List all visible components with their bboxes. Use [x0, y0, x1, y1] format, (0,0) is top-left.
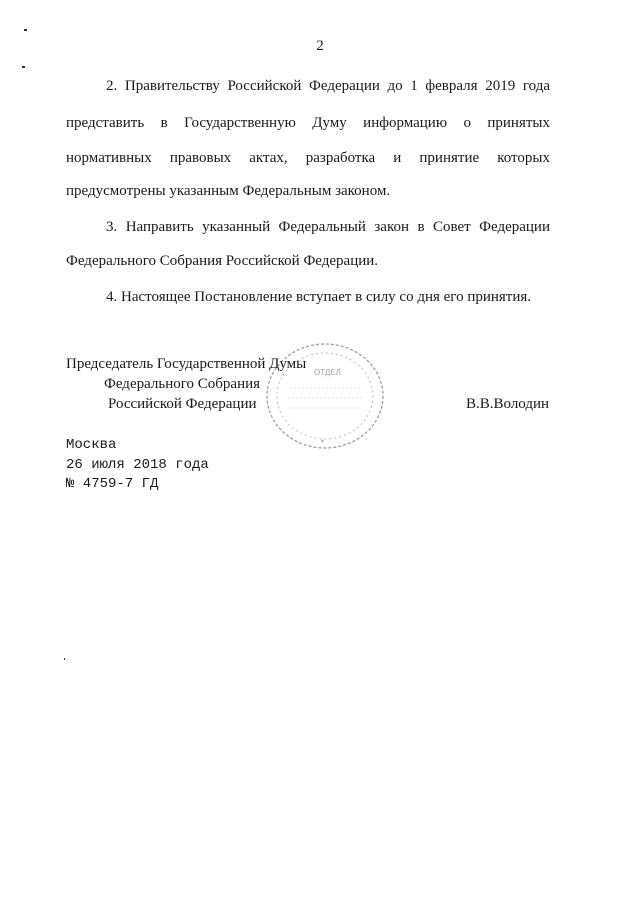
paragraph-line: Федерального Собрания Российской Федерации. — [66, 253, 379, 269]
paragraph-line: 3. Направить указанный Федеральный закон в Совет Федерации — [106, 219, 550, 235]
paragraph-line: предусмотрены указанным Федеральным законом. — [66, 183, 391, 199]
svg-text:✶: ✶ — [320, 439, 326, 445]
city: Москва — [66, 437, 117, 453]
scan-speck — [22, 66, 25, 68]
date: 26 июля 2018 года — [66, 457, 209, 473]
scan-speck — [64, 658, 65, 660]
seal-text: ОТДЕЛ — [314, 368, 341, 377]
paragraph-line: представить в Государственную Думу информацию о принятых — [66, 115, 550, 131]
paragraph-line: 2. Правительству Российской Федерации до 1 февраля 2019 года — [106, 78, 550, 94]
document-number: № 4759-7 ГД — [66, 476, 159, 492]
signatory-name: В.В.Володин — [466, 396, 550, 412]
scan-speck — [24, 29, 27, 31]
signatory-position: Федерального Собрания — [104, 376, 261, 392]
page-number: 2 — [316, 38, 324, 54]
signatory-position: Российской Федерации — [108, 396, 257, 412]
paragraph-line: 4. Настоящее Постановление вступает в силу со дня его принятия. — [106, 289, 532, 305]
signatory-position: Председатель Государственной Думы — [66, 356, 307, 372]
paragraph-line: нормативных правовых актах, разработка и принятие которых — [66, 150, 550, 166]
